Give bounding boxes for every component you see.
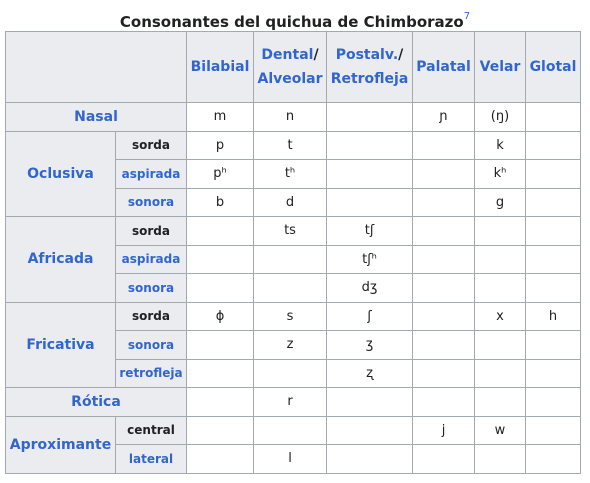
table-cell [475, 274, 526, 303]
table-cell [327, 416, 413, 445]
table-cell [475, 217, 526, 246]
table-cell: tʃʰ [327, 245, 413, 274]
table-cell [187, 445, 254, 474]
table-cell [254, 245, 327, 274]
table-cell: w [475, 416, 526, 445]
table-cell [526, 131, 581, 160]
table-cell [526, 445, 581, 474]
table-caption [0, 0, 590, 30]
row-header-africada[interactable]: Africada [6, 217, 116, 303]
table-cell [187, 416, 254, 445]
table-cell: ts [254, 217, 327, 246]
table-cell: pʰ [187, 160, 254, 189]
caption-title: Consonantes del quichua de Chimborazo [119, 13, 464, 31]
table-row [6, 131, 581, 160]
table-cell [413, 388, 475, 417]
table-cell [526, 416, 581, 445]
header-postalveolar-retroflex[interactable]: Postalv./ Retrofleja [327, 32, 413, 103]
table-cell: g [475, 188, 526, 217]
table-cell [187, 245, 254, 274]
table-cell [526, 160, 581, 189]
table-cell [526, 274, 581, 303]
header-corner [6, 32, 187, 103]
table-cell [254, 274, 327, 303]
table-cell: t [254, 131, 327, 160]
table-cell: z [254, 331, 327, 360]
table-cell: m [187, 103, 254, 132]
table-cell [526, 388, 581, 417]
table-cell [413, 217, 475, 246]
table-cell [475, 359, 526, 388]
table-cell [413, 188, 475, 217]
table-cell [327, 188, 413, 217]
table-cell: ʃ [327, 302, 413, 331]
table-row [6, 302, 581, 331]
table-cell: h [526, 302, 581, 331]
table-cell [526, 245, 581, 274]
table-cell [413, 302, 475, 331]
subrow-header-central: central [116, 416, 187, 445]
row-header-rotica[interactable]: Rótica [6, 388, 187, 417]
table-row [6, 217, 581, 246]
table-cell [254, 359, 327, 388]
table-cell: k [475, 131, 526, 160]
table-cell: n [254, 103, 327, 132]
table-cell [327, 445, 413, 474]
table-cell [187, 388, 254, 417]
table-row [6, 103, 581, 132]
consonant-table [5, 31, 581, 474]
table-cell [413, 331, 475, 360]
table-cell [327, 103, 413, 132]
table-cell [187, 274, 254, 303]
subrow-header-sonora[interactable]: sonora [116, 188, 187, 217]
row-header-oclusiva[interactable]: Oclusiva [6, 131, 116, 217]
table-cell [413, 245, 475, 274]
header-palatal[interactable]: Palatal [413, 32, 475, 103]
table-cell [187, 359, 254, 388]
subrow-header-aspirada[interactable]: aspirada [116, 160, 187, 189]
table-cell: x [475, 302, 526, 331]
table-cell [254, 416, 327, 445]
table-cell: s [254, 302, 327, 331]
table-cell [327, 131, 413, 160]
table-cell: ʒ [327, 331, 413, 360]
table-cell: (ŋ) [475, 103, 526, 132]
table-cell [413, 359, 475, 388]
table-cell [327, 160, 413, 189]
table-cell: r [254, 388, 327, 417]
table-cell [327, 388, 413, 417]
table-cell: j [413, 416, 475, 445]
reference-link[interactable]: 7 [463, 11, 471, 22]
table-cell [187, 217, 254, 246]
header-dental-alveolar[interactable]: Dental/ Alveolar [254, 32, 327, 103]
subrow-header-aspirada[interactable]: aspirada [116, 245, 187, 274]
table-cell: kʰ [475, 160, 526, 189]
header-bilabial[interactable]: Bilabial [187, 32, 254, 103]
table-cell [413, 274, 475, 303]
subrow-header-sorda: sorda [116, 217, 187, 246]
table-cell [413, 445, 475, 474]
table-cell [526, 188, 581, 217]
table-cell [187, 331, 254, 360]
row-header-nasal[interactable]: Nasal [6, 103, 187, 132]
table-cell [526, 331, 581, 360]
subrow-header-sorda: sorda [116, 131, 187, 160]
header-glotal[interactable]: Glotal [526, 32, 581, 103]
table-row [6, 388, 581, 417]
table-cell [475, 388, 526, 417]
table-cell: ɸ [187, 302, 254, 331]
table-row [6, 416, 581, 445]
header-row [6, 32, 581, 103]
table-cell: dʒ [327, 274, 413, 303]
table-cell: ɲ [413, 103, 475, 132]
table-cell: tʃ [327, 217, 413, 246]
table-cell: b [187, 188, 254, 217]
table-cell [526, 103, 581, 132]
table-cell: ʐ [327, 359, 413, 388]
subrow-header-lateral[interactable]: lateral [116, 445, 187, 474]
subrow-header-retrofleja[interactable]: retrofleja [116, 359, 187, 388]
table-cell [526, 359, 581, 388]
table-cell: tʰ [254, 160, 327, 189]
row-header-fricativa[interactable]: Fricativa [6, 302, 116, 388]
subrow-header-sorda: sorda [116, 302, 187, 331]
table-cell [413, 160, 475, 189]
table-cell [413, 131, 475, 160]
table-cell: l [254, 445, 327, 474]
subrow-header-sonora[interactable]: sonora [116, 331, 187, 360]
row-header-aproximante[interactable]: Aproximante [6, 416, 116, 473]
table-cell: d [254, 188, 327, 217]
table-cell: p [187, 131, 254, 160]
subrow-header-sonora[interactable]: sonora [116, 274, 187, 303]
header-velar[interactable]: Velar [475, 32, 526, 103]
table-cell [475, 245, 526, 274]
table-cell [526, 217, 581, 246]
table-cell [475, 445, 526, 474]
table-cell [475, 331, 526, 360]
